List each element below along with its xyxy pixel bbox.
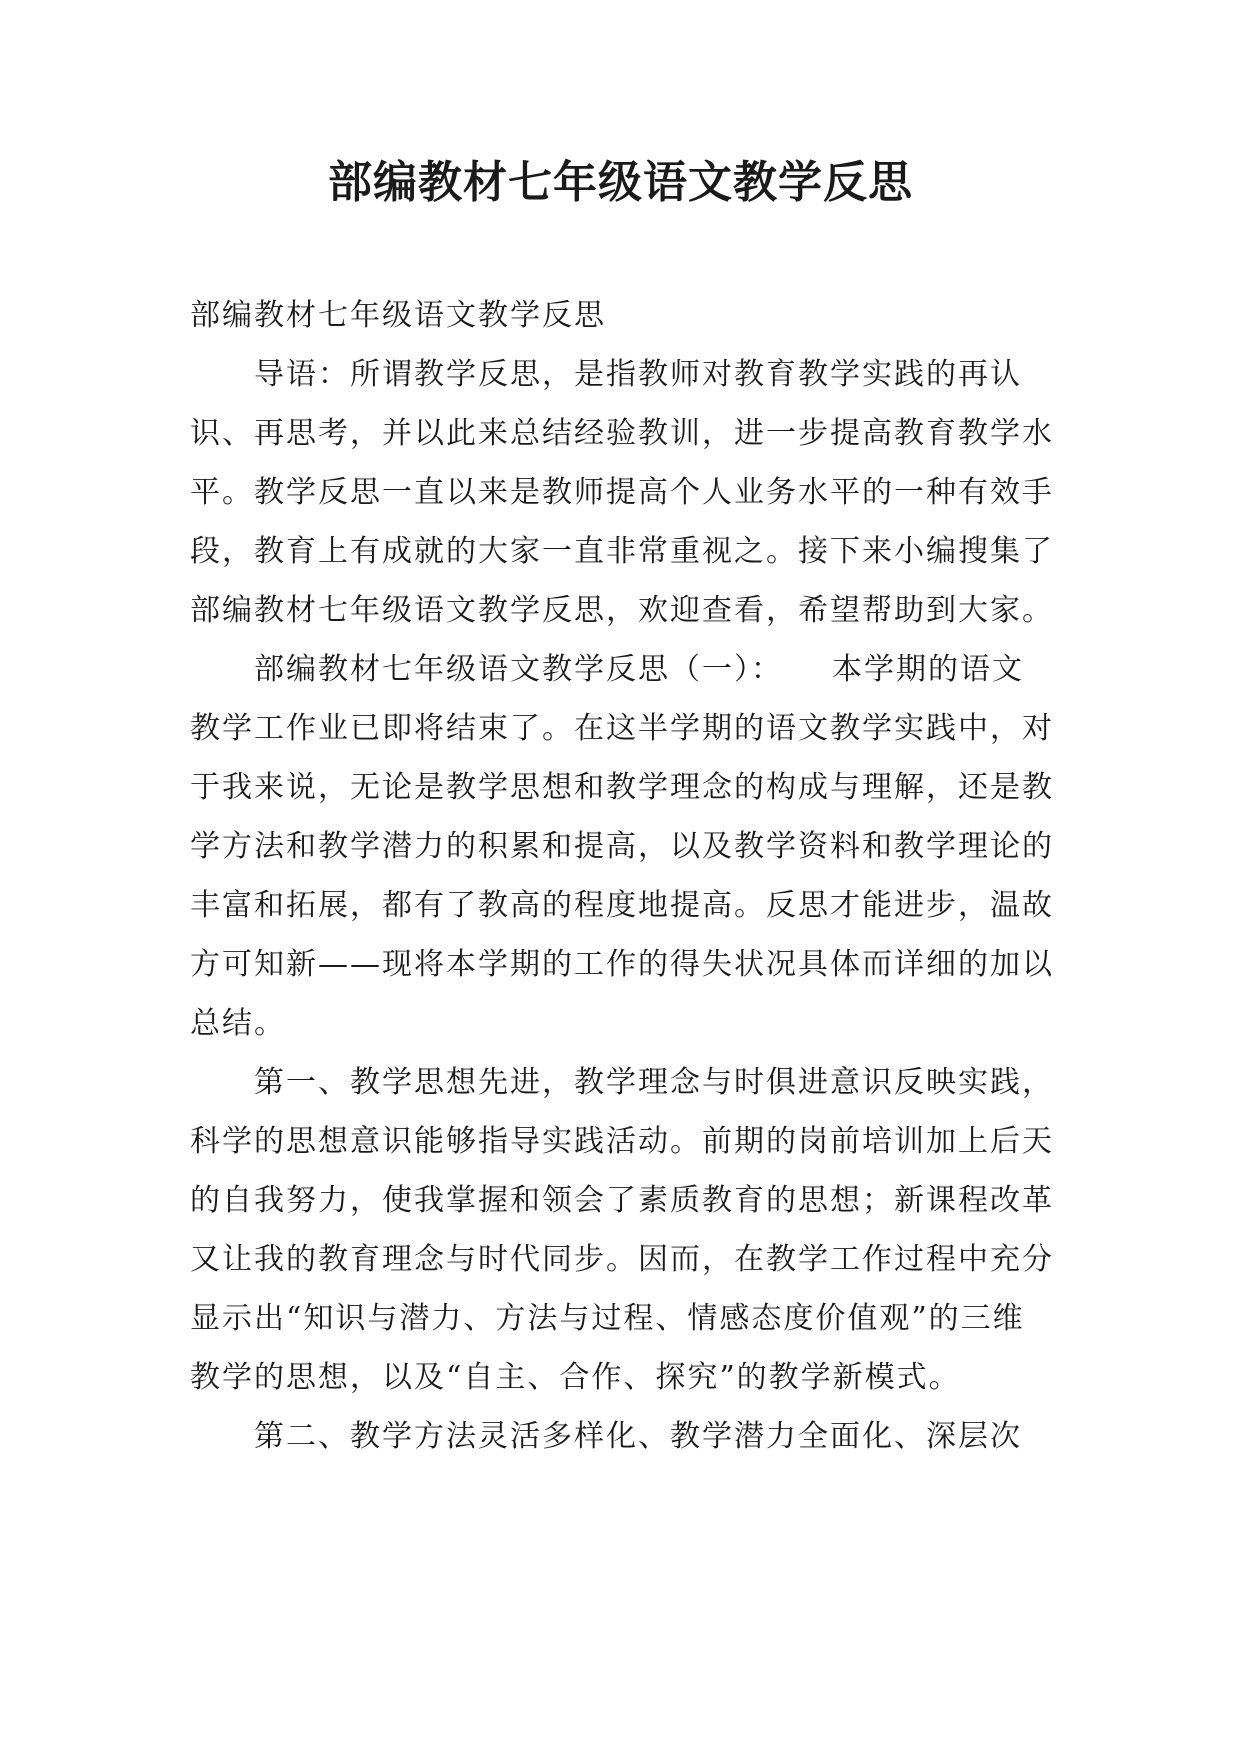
paragraph-reflection-one: 部编教材七年级语文教学反思（一）： 本学期的语文教学工作业已即将结束了。在这半学期的语文教学实践中，对于我来说，无论是教学思想和教学理念的构成与理解，还是教学方法和教学潜力的积累和提高，以及教学资料和教学理论的丰富和拓展，都有了教高的程度地提高。反思才能进步，温故方可知新——现将本学期的工作的得失状况具体而详细的加以总结。 [190, 652, 1054, 1041]
paragraph-point-two: 第二、教学方法灵活多样化、教学潜力全面化、深层次 [254, 1419, 1022, 1454]
paragraph-point-one: 第一、教学思想先进，教学理念与时俱进意识反映实践，科学的思想意识能够指导实践活动。前期的岗前培训加上后天的自我努力，使我掌握和领会了素质教育的思想；新课程改革又让我的教育理念与时代同步。因而，在教学工作过程中充分显示出“知识与潜力、方法与过程、情感态度价值观”的三维教学的思想，以及“自主、合作、探究”的教学新模式。 [190, 1065, 1054, 1395]
document-body [190, 286, 1054, 1466]
body-heading: 部编教材七年级语文教学反思 [190, 298, 606, 333]
paragraph-intro: 导语：所谓教学反思，是指教师对教育教学实践的再认识、再思考，并以此来总结经验教训，进一步提高教育教学水平。教学反思一直以来是教师提高个人业务水平的一种有效手段，教育上有成就的大家一直非常重视之。接下来小编搜集了部编教材七年级语文教学反思，欢迎查看，希望帮助到大家。 [190, 357, 1054, 628]
document-title: 部编教材七年级语文教学反思 [328, 157, 913, 208]
